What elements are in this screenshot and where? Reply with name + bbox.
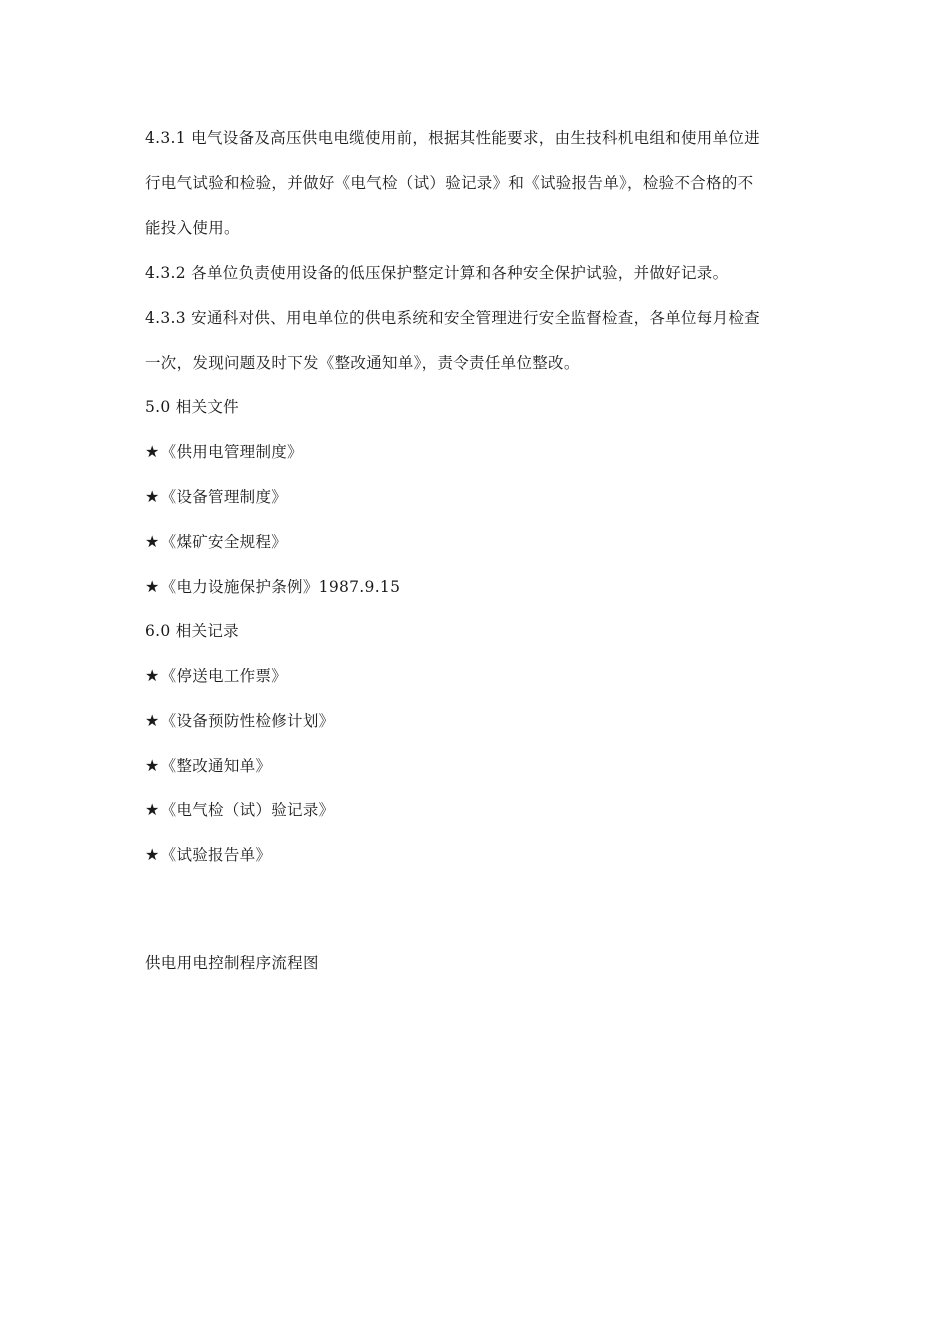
star-icon: ★ [145,487,160,506]
star-icon: ★ [145,532,160,551]
related-record-title: 《停送电工作票》 [160,667,288,685]
related-record-item [145,845,271,865]
star-icon: ★ [145,756,160,775]
star-icon: ★ [145,666,160,685]
related-document-title: 《供用电管理制度》 [160,443,303,461]
star-icon: ★ [145,577,160,596]
paragraph-4-3-1-line-3: 能投入使用。 [145,219,240,237]
related-document-item [145,487,287,507]
related-document-item [145,532,287,552]
paragraph-4-3-2: 4.3.2 各单位负责使用设备的低压保护整定计算和各种安全保护试验，并做好记录。 [145,264,729,282]
paragraph-4-3-3-line-2: 一次，发现问题及时下发《整改通知单》，责令责任单位整改。 [145,354,580,372]
related-record-title: 《电气检（试）验记录》 [160,801,335,819]
related-document-title: 《煤矿安全规程》 [160,533,288,551]
related-record-item [145,711,334,731]
section-6-heading: 6.0 相关记录 [145,622,239,640]
related-record-item [145,756,271,776]
related-record-title: 《试验报告单》 [160,846,272,864]
related-document-title: 《设备管理制度》 [160,488,288,506]
related-record-title: 《设备预防性检修计划》 [160,712,335,730]
flowchart-caption: 供电用电控制程序流程图 [145,954,319,972]
related-record-item [145,666,287,686]
related-record-item [145,800,334,820]
paragraph-4-3-1-line-1: 4.3.1 电气设备及高压供电电缆使用前，根据其性能要求，由生技科机电组和使用单位进 [145,129,760,147]
paragraph-4-3-1-line-2: 行电气试验和检验，并做好《电气检（试）验记录》和《试验报告单》，检验不合格的不 [145,174,754,192]
section-5-heading: 5.0 相关文件 [145,398,239,416]
related-document-item [145,577,400,597]
star-icon: ★ [145,711,160,730]
star-icon: ★ [145,845,160,864]
star-icon: ★ [145,442,160,461]
related-record-title: 《整改通知单》 [160,757,272,775]
related-document-item [145,442,303,462]
star-icon: ★ [145,800,160,819]
related-document-title: 《电力设施保护条例》1987.9.15 [160,578,401,596]
paragraph-4-3-3-line-1: 4.3.3 安通科对供、用电单位的供电系统和安全管理进行安全监督检查，各单位每月检查 [145,309,760,327]
